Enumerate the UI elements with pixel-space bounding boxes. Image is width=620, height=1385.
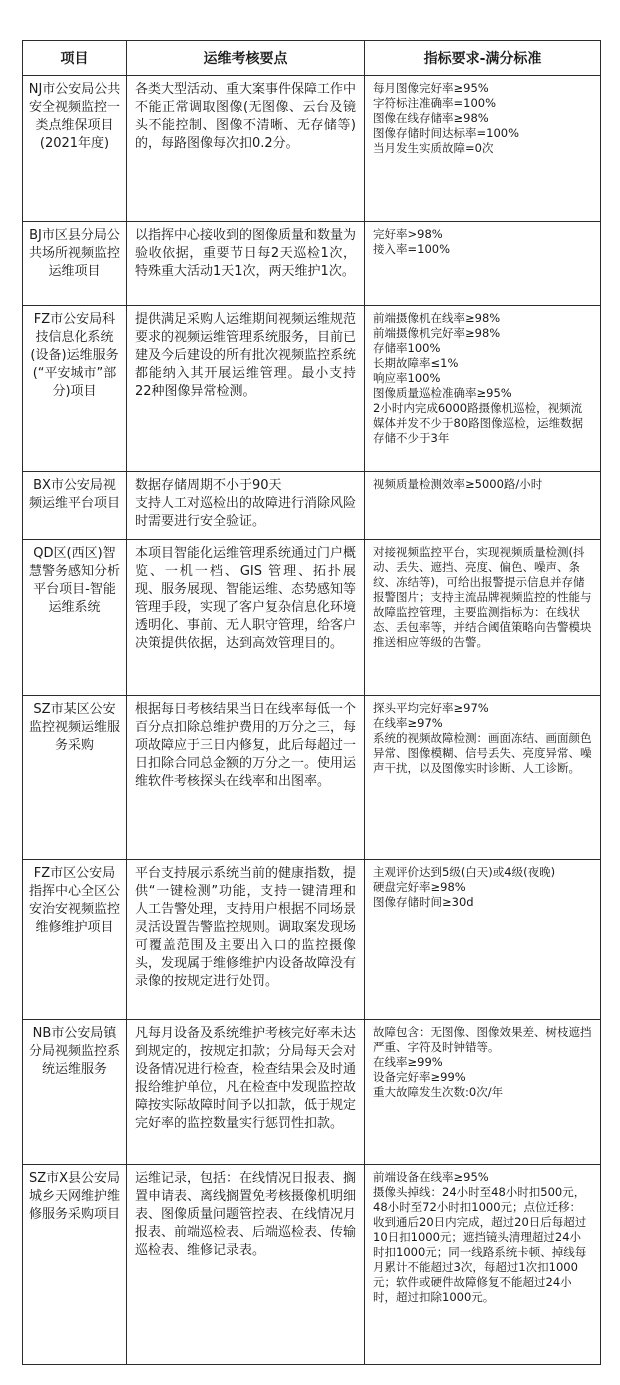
points-cell: 根据每日考核结果当日在线率每低一个百分点扣除总维护费用的万分之三，每项故障应于三日内修复，此后每超过一日扣除合同总金额的万分之一。使用运维软件考核探头在线率和出图率。: [127, 696, 365, 860]
criteria-item: 在线率≥97%: [373, 716, 443, 730]
criteria-item: 设备完好率≥99%: [373, 1070, 466, 1084]
criteria-item: 存储率100%: [373, 341, 441, 355]
criteria-cell: [365, 540, 601, 696]
header-points: 运维考核要点: [127, 41, 365, 76]
criteria-item: 系统的视频故障检测：画面冻结、画面颜色异常、图像模糊、信号丢失、亮度异常、噪声干扰，以及图像实时诊断、人工诊断。: [373, 731, 592, 775]
criteria-item: 当月发生实质故障=0次: [373, 141, 494, 155]
criteria-item: 长期故障率≤1%: [373, 356, 459, 370]
criteria-cell: [365, 472, 601, 540]
project-cell: SZ市X县公安局城乡天网维护维修服务采购项目: [23, 1165, 127, 1365]
criteria-item: 图像在线存储率≥98%: [373, 111, 489, 125]
criteria-item: 2小时内完成6000路摄像机巡检，视频流媒体并发不少于80路图像巡检，运维数据存储不少于3年: [373, 401, 584, 445]
project-cell: FZ市公安局科技信息化系统(设备)运维服务(“平安城市”部分)项目: [23, 306, 127, 472]
table-row: [23, 860, 601, 1020]
header-project: 项目: [23, 41, 127, 76]
points-cell: 各类大型活动、重大案事件保障工作中不能正常调取图像(无图像、云台及镜头不能控制、图像不清晰、无存储等)的，每路图像每次扣0.2分。: [127, 76, 365, 222]
project-cell: FZ市区公安局指挥中心全区公安治安视频监控维修维护项目: [23, 860, 127, 1020]
header-criteria: 指标要求-满分标准: [365, 41, 601, 76]
points-cell: 数据存储周期不小于90天 支持人工对巡检出的故障进行消除风险时需要进行安全验证。: [127, 472, 365, 540]
table-row: [23, 222, 601, 306]
criteria-item: 图像质量巡检准确率≥95%: [373, 386, 512, 400]
criteria-item: 硬盘完好率≥98%: [373, 880, 466, 894]
criteria-item: 图像存储时间≥30d: [373, 895, 474, 909]
project-cell: NJ市公安局公共安全视频监控一类点维保项目(2021年度): [23, 76, 127, 222]
project-cell: BX市公安局视频运维平台项目: [23, 472, 127, 540]
criteria-item: 响应率100%: [373, 371, 441, 385]
table-row: [23, 76, 601, 222]
criteria-item: 主观评价达到5级(白天)或4级(夜晚): [373, 865, 556, 879]
criteria-item: 故障包含：无图像、图像效果差、树枝遮挡严重、字符及时钟错等。: [373, 1025, 592, 1054]
criteria-cell: [365, 306, 601, 472]
criteria-cell: [365, 860, 601, 1020]
criteria-cell: [365, 1020, 601, 1165]
spec-table-wrapper: [22, 40, 600, 1365]
criteria-item: 在线率≥99%: [373, 1055, 443, 1069]
table-row: [23, 1020, 601, 1165]
criteria-item: 每月图像完好率≥95%: [373, 81, 489, 95]
criteria-item: 摄像头掉线：24小时至48小时扣500元，48小时至72小时扣1000元；点位迁移：收到通后20日内完成，超过20日后每超过10日扣1000元；遮挡镜头清理超过24小时扣1000元；同一线路系统卡顿、掉线每月累计不能超过3次，每超过1次扣1000元；软件或硬件故障修复不能超过24小时，超过扣除1000元。: [373, 1185, 587, 1304]
project-cell: BJ市区县分局公共场所视频监控运维项目: [23, 222, 127, 306]
criteria-item: 探头平均完好率≥97%: [373, 701, 489, 715]
criteria-cell: [365, 696, 601, 860]
criteria-item: 重大故障发生次数:0次/年: [373, 1085, 504, 1099]
points-cell: 运维记录，包括：在线情况日报表、搁置申请表、离线搁置免考核摄像机明细表、图像质量问题管控表、在线情况月报表、前端巡检表、后端巡检表、传输巡检表、维修记录表。: [127, 1165, 365, 1365]
criteria-item: 前端设备在线率≥95%: [373, 1170, 489, 1184]
project-cell: NB市公安局镇分局视频监控系统运维服务: [23, 1020, 127, 1165]
criteria-cell: [365, 222, 601, 306]
project-cell: SZ市某区公安监控视频运维服务采购: [23, 696, 127, 860]
table-row: [23, 540, 601, 696]
criteria-item: 对接视频监控平台，实现视频质量检测(抖动、丢失、遮挡、亮度、偏色、噪声、条纹、冻结等)，可给出报警提示信息并存储报警图片；支持主流品牌视频监控的性能与故障监控管理，主要监测指标为：在线状态、丢包率等，并结合阈值策略向告警模块推送相应等级的告警。: [373, 545, 592, 649]
criteria-item: 图像存储时间达标率=100%: [373, 126, 520, 140]
criteria-cell: [365, 76, 601, 222]
points-cell: 平台支持展示系统当前的健康指数，提供“一键检测”功能，支持一键清理和人工告警处理，支持用户根据不同场景灵活设置告警监控规则。调取案发现场可覆盖范围及主要出入口的监控摄像头，发现属于维修维护内设备故障没有录像的按规定进行处罚。: [127, 860, 365, 1020]
criteria-cell: [365, 1165, 601, 1365]
points-cell: 本项目智能化运维管理系统通过门户概览、一机一档、GIS 管理、拓扑展现、服务展现、智能运维、态势感知等管理手段，实现了客户复杂信息化环境透明化、事前、无人职守管理，给客户决策提供依据，达到高效管理目的。: [127, 540, 365, 696]
criteria-item: 字符标注准确率=100%: [373, 96, 497, 110]
points-cell: 提供满足采购人运维期间视频运维规范要求的视频运维管理系统服务，目前已建及今后建设的所有批次视频监控系统都能纳入其开展运维管理。最小支持22种图像异常检测。: [127, 306, 365, 472]
points-cell: 以指挥中心接收到的图像质量和数量为验收依据，重要节日每2天巡检1次，特殊重大活动1天1次，两天维护1次。: [127, 222, 365, 306]
project-cell: QD区(西区)智慧警务感知分析平台项目-智能运维系统: [23, 540, 127, 696]
table-row: [23, 696, 601, 860]
criteria-item: 前端摄像机在线率≥98%: [373, 311, 501, 325]
criteria-item: 前端摄像机完好率≥98%: [373, 326, 501, 340]
table-row: [23, 1165, 601, 1365]
criteria-item: 接入率=100%: [373, 242, 451, 256]
criteria-item: 完好率>98%: [373, 227, 443, 241]
table-row: [23, 472, 601, 540]
table-header-row: [23, 41, 601, 76]
table-row: [23, 306, 601, 472]
spec-table: [22, 40, 601, 1365]
points-cell: 凡每月设备及系统维护考核完好率未达到规定的，按规定扣款；分局每天会对设备情况进行检查，检查结果会及时通报给维护单位，凡在检查中发现监控故障按实际故障时间予以扣款，低于规定完好率的监控数量实行惩罚性扣款。: [127, 1020, 365, 1165]
criteria-item: 视频质量检测效率≥5000路/小时: [373, 477, 543, 491]
